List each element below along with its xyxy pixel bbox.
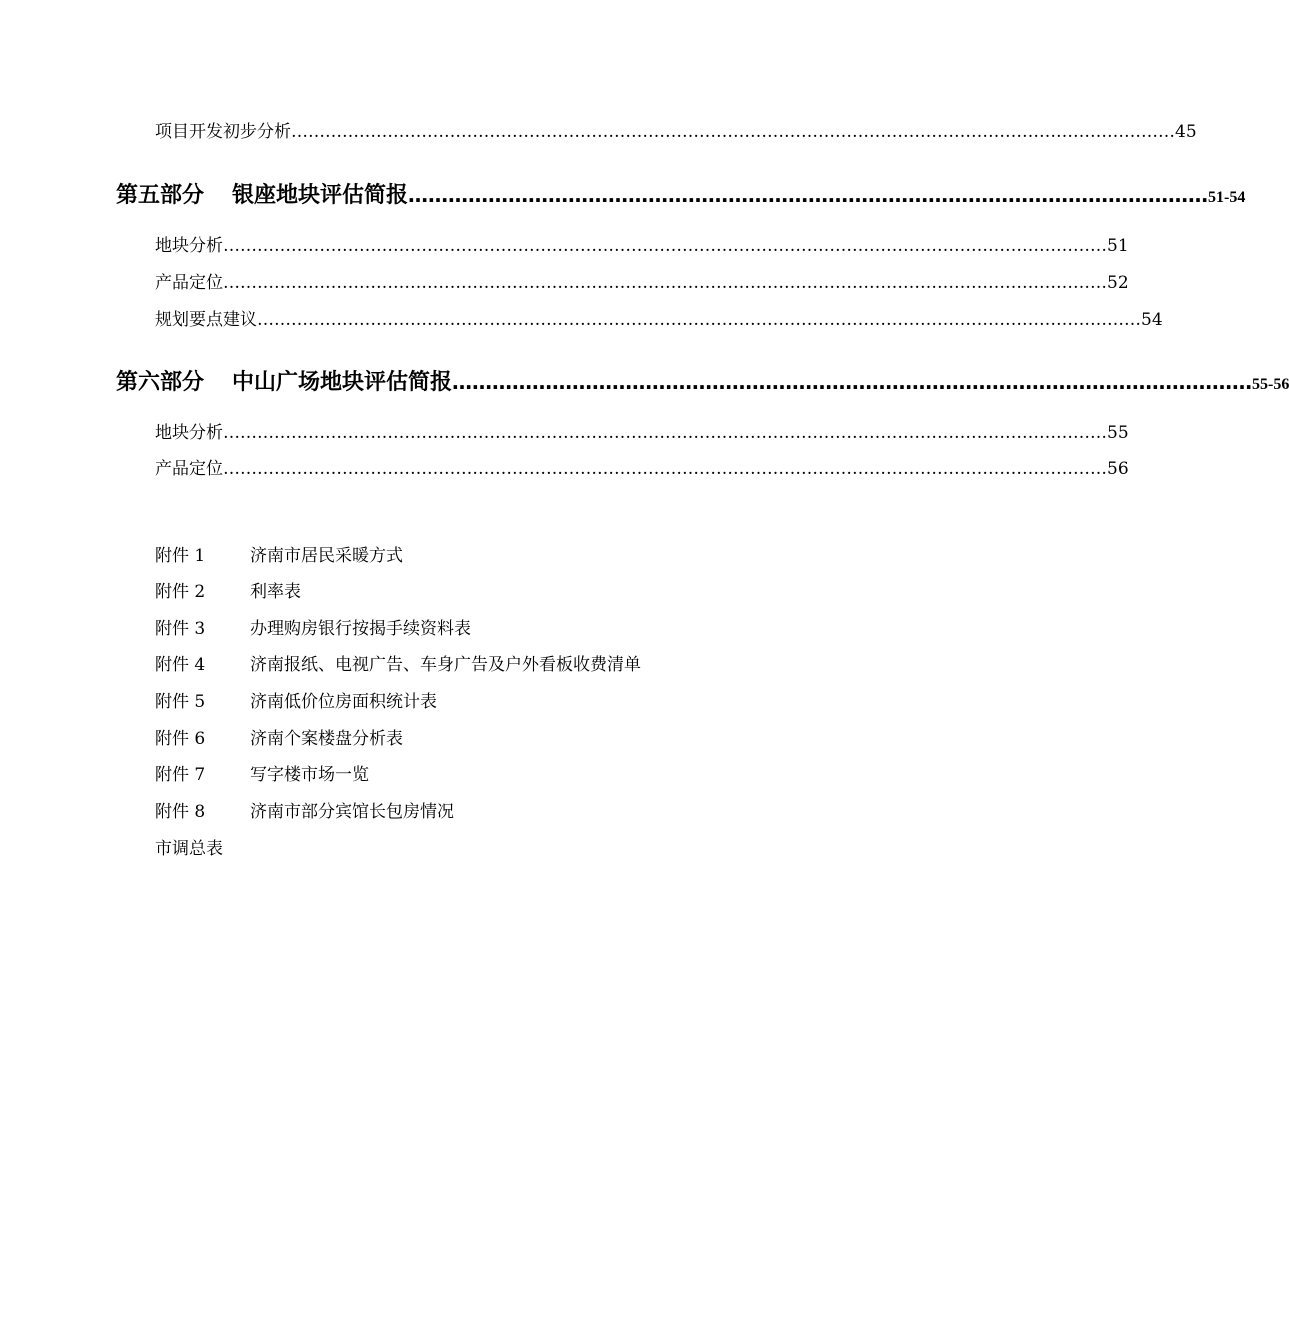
- summary-table-entry[interactable]: 市调总表: [155, 839, 223, 859]
- toc-entry[interactable]: [155, 458, 1129, 480]
- appendix-title: 办理购房银行按揭手续资料表: [250, 619, 471, 639]
- appendix-item[interactable]: [155, 728, 403, 750]
- dot-leader: …………………………………………………………………………………………………………………………………………: [223, 423, 1107, 443]
- dot-leader: …………………………………………………………………………………………………………………………………………: [291, 122, 1175, 142]
- appendix-number: 附件 6: [155, 729, 206, 749]
- toc-section-heading[interactable]: [116, 181, 1246, 212]
- appendix-item[interactable]: [155, 618, 471, 640]
- appendix-item[interactable]: [155, 545, 403, 567]
- toc-entry-page: 54: [1141, 310, 1163, 330]
- appendix-title: 济南市部分宾馆长包房情况: [250, 802, 454, 822]
- toc-entry-page: 45: [1175, 122, 1197, 142]
- dot-leader: …………………………………………………………………………………………………………: [452, 370, 1253, 394]
- appendix-number: 附件 2: [155, 582, 206, 602]
- toc-entry-label: 规划要点建议: [155, 310, 257, 330]
- toc-entry-page: 56: [1107, 459, 1129, 479]
- dot-leader: …………………………………………………………………………………………………………………………………………: [223, 459, 1107, 479]
- section-number: 第五部分: [116, 183, 205, 208]
- appendix-item[interactable]: [155, 801, 454, 823]
- appendix-number: 附件 1: [155, 546, 206, 566]
- section-label: [116, 182, 408, 210]
- appendix-item[interactable]: [155, 764, 369, 786]
- dot-leader: …………………………………………………………………………………………………………………………………………: [223, 273, 1107, 293]
- toc-entry-label: 地块分析: [155, 423, 223, 443]
- section-title: 中山广场地块评估简报: [232, 370, 453, 395]
- section-label: [116, 369, 452, 397]
- toc-section-heading[interactable]: [116, 368, 1289, 399]
- toc-entry-label: 地块分析: [155, 236, 223, 256]
- toc-entry-page: 52: [1107, 273, 1129, 293]
- toc-entry-page: 51: [1107, 236, 1129, 256]
- appendix-item[interactable]: [155, 654, 641, 676]
- appendix-number: 附件 4: [155, 655, 206, 675]
- appendix-title: 济南个案楼盘分析表: [250, 729, 403, 749]
- appendix-title: 济南市居民采暖方式: [250, 546, 403, 566]
- section-pages: 51-54: [1208, 189, 1246, 206]
- toc-entry[interactable]: [155, 272, 1129, 294]
- toc-entry[interactable]: [155, 235, 1129, 257]
- toc-entry-label: 项目开发初步分析: [155, 122, 291, 142]
- appendix-number: 附件 8: [155, 802, 206, 822]
- section-number: 第六部分: [116, 370, 205, 395]
- toc-entry[interactable]: [155, 422, 1129, 444]
- appendix-number: 附件 7: [155, 765, 206, 785]
- appendix-title: 利率表: [250, 582, 301, 602]
- section-title: 银座地块评估简报: [232, 183, 409, 208]
- section-pages: 55-56: [1252, 376, 1289, 393]
- dot-leader: …………………………………………………………………………………………………………………………………………: [223, 236, 1107, 256]
- dot-leader: …………………………………………………………………………………………………………………………………………: [257, 310, 1141, 330]
- toc-entry[interactable]: [155, 309, 1163, 331]
- appendix-number: 附件 5: [155, 692, 206, 712]
- dot-leader: …………………………………………………………………………………………………………: [408, 183, 1209, 207]
- appendix-item[interactable]: [155, 581, 301, 603]
- appendix-number: 附件 3: [155, 619, 206, 639]
- appendix-title: 济南低价位房面积统计表: [250, 692, 437, 712]
- toc-entry-page: 55: [1107, 423, 1129, 443]
- appendix-title: 济南报纸、电视广告、车身广告及户外看板收费清单: [250, 655, 641, 675]
- toc-entry-label: 产品定位: [155, 273, 223, 293]
- toc-entry[interactable]: [155, 121, 1197, 143]
- appendix-item[interactable]: [155, 691, 437, 713]
- toc-entry-label: 产品定位: [155, 459, 223, 479]
- appendix-title: 写字楼市场一览: [250, 765, 369, 785]
